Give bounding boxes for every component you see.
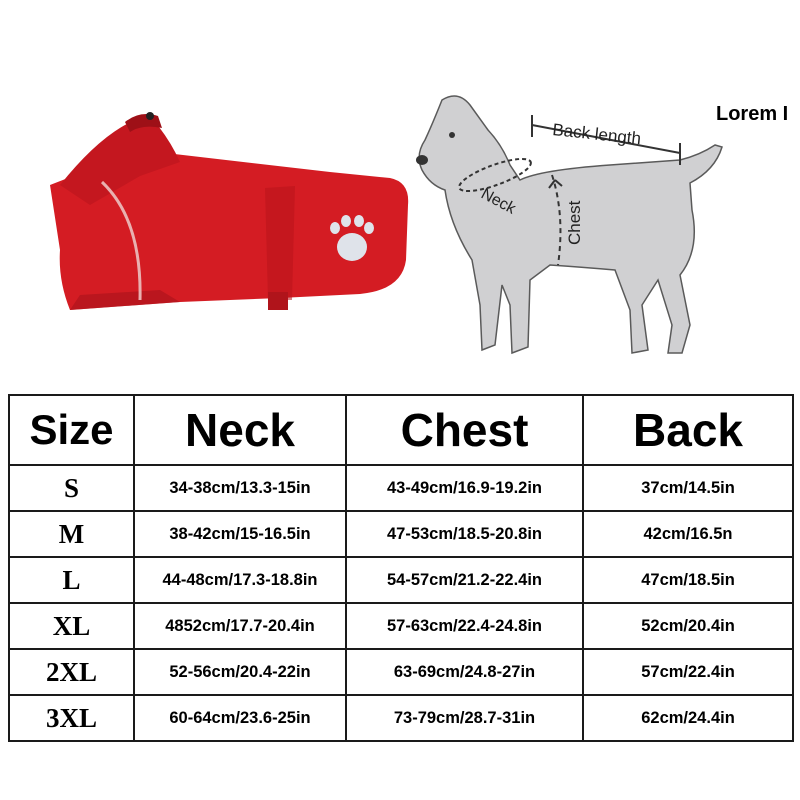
back-cell: 52cm/20.4in — [583, 603, 793, 649]
table-row — [9, 649, 793, 695]
dog-measurement-diagram — [410, 85, 740, 375]
brand-text: Lorem I — [716, 103, 789, 125]
dog-raincoat-image — [30, 110, 430, 330]
size-cell: L — [9, 557, 134, 603]
chest-cell: 43-49cm/16.9-19.2in — [346, 465, 583, 511]
chest-cell: 73-79cm/28.7-31in — [346, 695, 583, 741]
table-header-row — [9, 395, 793, 465]
belly-strap — [268, 292, 288, 310]
header-size: Size — [9, 395, 134, 465]
neck-cell: 38-42cm/15-16.5in — [134, 511, 346, 557]
chest-cell: 54-57cm/21.2-22.4in — [346, 557, 583, 603]
neck-cell: 4852cm/17.7-20.4in — [134, 603, 346, 649]
table-row — [9, 695, 793, 741]
chest-cell: 63-69cm/24.8-27in — [346, 649, 583, 695]
back-cell: 47cm/18.5in — [583, 557, 793, 603]
size-cell: S — [9, 465, 134, 511]
header-chest: Chest — [346, 395, 583, 465]
table-row — [9, 603, 793, 649]
chest-cell: 47-53cm/18.5-20.8in — [346, 511, 583, 557]
back-length-label: Back length — [551, 120, 642, 149]
header-back: Back — [583, 395, 793, 465]
back-cell: 37cm/14.5in — [583, 465, 793, 511]
size-cell: 3XL — [9, 695, 134, 741]
table-row — [9, 465, 793, 511]
neck-cell: 60-64cm/23.6-25in — [134, 695, 346, 741]
neck-cell: 44-48cm/17.3-18.8in — [134, 557, 346, 603]
size-cell: XL — [9, 603, 134, 649]
size-cell: 2XL — [9, 649, 134, 695]
chest-label: Chest — [565, 200, 584, 245]
header-neck: Neck — [134, 395, 346, 465]
neck-label: Neck — [478, 185, 519, 218]
chest-cell: 57-63cm/22.4-24.8in — [346, 603, 583, 649]
table-row — [9, 511, 793, 557]
neck-cell: 52-56cm/20.4-22in — [134, 649, 346, 695]
neck-cell: 34-38cm/13.3-15in — [134, 465, 346, 511]
size-cell: M — [9, 511, 134, 557]
back-cell: 62cm/24.4in — [583, 695, 793, 741]
table-row — [9, 557, 793, 603]
back-cell: 42cm/16.5n — [583, 511, 793, 557]
back-cell: 57cm/22.4in — [583, 649, 793, 695]
size-chart-table — [8, 394, 794, 742]
